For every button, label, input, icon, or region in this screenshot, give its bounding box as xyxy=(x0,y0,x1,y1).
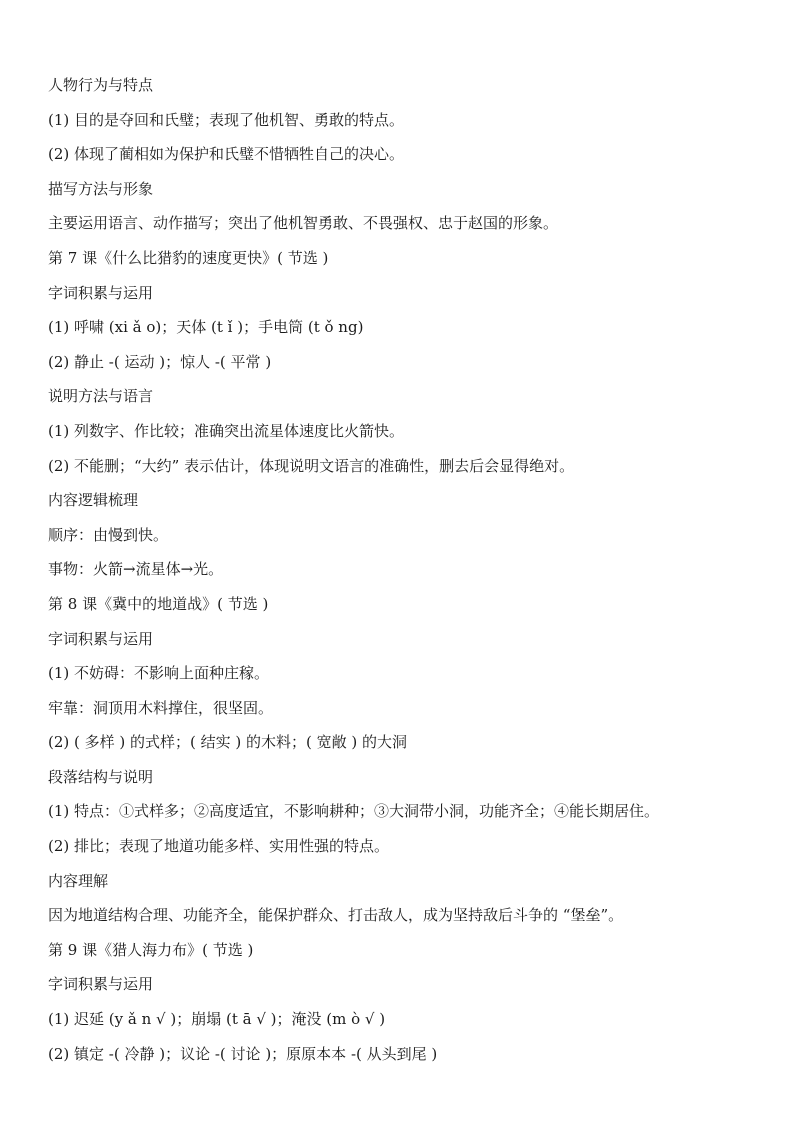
answer-line: (2) 静止 -( 运动 )；惊人 -( 平常 ) xyxy=(48,352,272,371)
answer-line: (1) 列数字、作比较；准确突出流星体速度比火箭快。 xyxy=(48,421,405,440)
answer-line: (2) 排比；表现了地道功能多样、实用性强的特点。 xyxy=(48,837,390,856)
answer-line: (1) 目的是夺回和氏璧；表现了他机智、勇敢的特点。 xyxy=(48,110,405,129)
heading-character-behavior: 人物行为与特点 xyxy=(48,76,154,94)
answer-line: 因为地道结构合理、功能齐全，能保护群众、打击敌人，成为坚持敌后斗争的 “堡垒”。 xyxy=(48,906,624,925)
heading-content-understanding: 内容理解 xyxy=(48,871,109,890)
answer-line: 主要运用语言、动作描写；突出了他机智勇敢、不畏强权、忠于赵国的形象。 xyxy=(48,214,559,233)
answer-line: (2) 体现了蔺相如为保护和氏璧不惜牺牲自己的决心。 xyxy=(48,145,405,164)
answer-line: 顺序：由慢到快。 xyxy=(48,525,169,544)
heading-content-logic: 内容逻辑梳理 xyxy=(48,491,139,510)
heading-vocabulary: 字词积累与运用 xyxy=(48,629,154,648)
lesson-title-9: 第 9 课《猎人海力布》( 节选 ) xyxy=(48,940,254,959)
answer-line: 事物：火箭→流星体→光。 xyxy=(48,560,224,579)
lesson-title-7: 第 7 课《什么比猎豹的速度更快》( 节选 ) xyxy=(48,248,329,267)
heading-paragraph-structure: 段落结构与说明 xyxy=(48,767,154,786)
heading-vocabulary: 字词积累与运用 xyxy=(48,975,154,994)
answer-line: (2) 不能删；“大约” 表示估计，体现说明文语言的准确性，删去后会显得绝对。 xyxy=(48,456,575,475)
answer-line: (2) ( 多样 ) 的式样；( 结实 ) 的木料；( 宽敞 ) 的大洞 xyxy=(48,733,408,752)
answer-line: (1) 特点：①式样多；②高度适宜，不影响耕种；③大洞带小洞，功能齐全；④能长期居住。 xyxy=(48,802,660,821)
answer-line: (1) 不妨碍：不影响上面种庄稼。 xyxy=(48,664,270,683)
answer-line: (1) 迟延 (y ǎ n √ )；崩塌 (t ā √ )；淹没 (m ò √ ) xyxy=(48,1010,386,1029)
heading-vocabulary: 字词积累与运用 xyxy=(48,283,154,302)
heading-explanation-method: 说明方法与语言 xyxy=(48,387,154,406)
answer-line: (2) 镇定 -( 冷静 )；议论 -( 讨论 )；原原本本 -( 从头到尾 ) xyxy=(48,1044,438,1063)
document-page xyxy=(48,68,768,1071)
answer-line: (1) 呼啸 (xi ǎ o)；天体 (t ǐ )；手电筒 (t ǒ ng) xyxy=(48,318,364,337)
lesson-title-8: 第 8 课《冀中的地道战》( 节选 ) xyxy=(48,594,269,613)
heading-description-method: 描写方法与形象 xyxy=(48,179,154,198)
answer-line: 牢靠：洞顶用木料撑住，很坚固。 xyxy=(48,698,274,717)
